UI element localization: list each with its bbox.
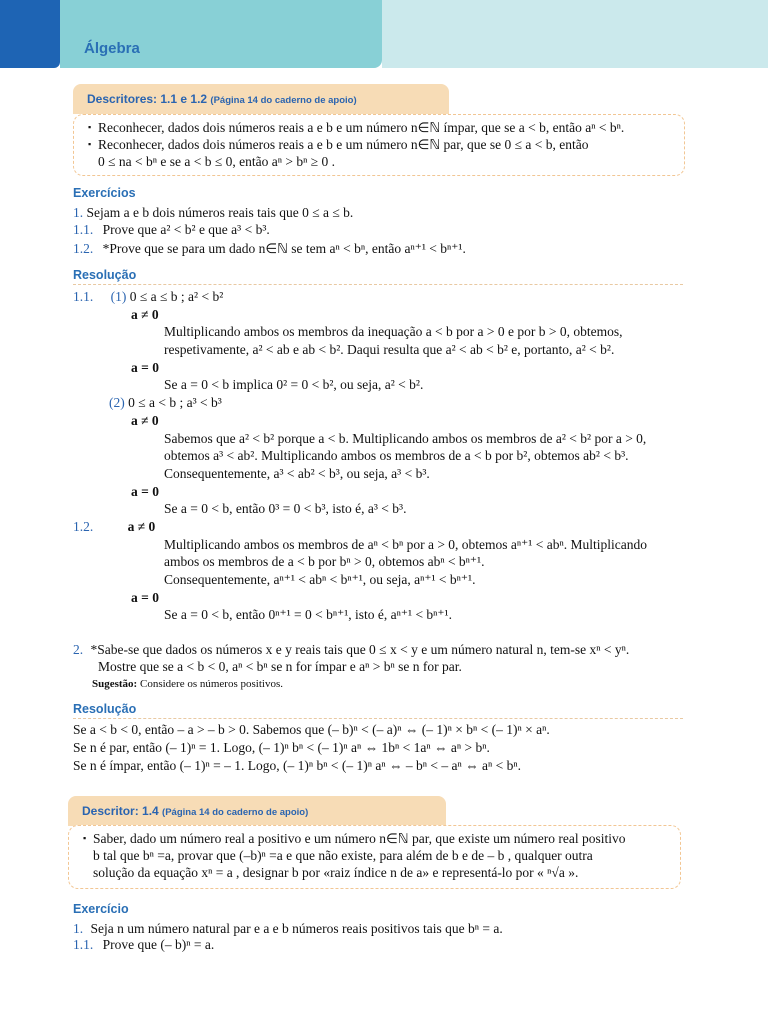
descritor-1-4-page-note: (Página 14 do caderno de apoio) [162,807,309,818]
res2-line-3: Se n é ímpar, então (– 1)ⁿ = – 1. Logo, (– 1)ⁿ bⁿ < (– 1)ⁿ aⁿ ⇔ – bⁿ < – aⁿ ⇔ aⁿ < bⁿ. [73,758,521,773]
suggestion-text: Considere os números positivos. [139,678,283,690]
res1-1-1-number: 1.1. [73,289,94,304]
res1-line-6: Se a = 0 < b implica 0² = 0 < b², ou seja, a² < b². [164,377,424,392]
exercise-1-1-text: Prove que a² < b² e que a³ < b³. [102,222,270,237]
exercise-2 [73,641,629,658]
resolucao-1-divider [73,284,683,285]
header-title-band [60,0,382,68]
resolucao-1-heading: Resolução [73,268,137,282]
resolucao-2-divider [73,718,683,719]
exercise-1-2-text: *Prove que se para um dado n∈ℕ se tem aⁿ < bⁿ, então aⁿ⁺¹ < bⁿ⁺¹. [102,241,466,256]
res1-line-2: a ≠ 0 [131,307,159,322]
exercicio-1-1-number: 1.1. [73,937,94,952]
res1-line-15: Multiplicando ambos os membros de aⁿ < bⁿ por a > 0, obtemos aⁿ⁺¹ < abⁿ. Multiplicando [164,537,647,552]
res1-line-11: Consequentemente, a³ < ab² < b³, ou seja, a³ < b³. [164,466,430,481]
descritores-label: Descritores: 1.1 e 1.2 [87,92,208,106]
descritores-page-note: (Página 14 do caderno de apoio) [210,95,357,106]
page-title: Álgebra [84,40,140,57]
res1-line-10: obtemos a³ < ab². Multiplicando ambos os membros de a < b por b², obtemos ab² < b³. [164,448,629,463]
exercise-1-2-number: 1.2. [73,241,94,256]
res1-line-5: a = 0 [131,360,159,375]
res1-line-16: ambos os membros de a < b por bⁿ > 0, obtemos abⁿ < bⁿ⁺¹. [164,554,485,569]
descritor-1-4-tab [68,796,446,826]
exercise-2-number: 2. [73,642,84,657]
exercise-2-text-2: Mostre que se a < b < 0, aⁿ < bⁿ se n for ímpar e aⁿ > bⁿ se n for par. [98,659,462,674]
exercise-1-1 [73,221,270,238]
res1-line-19: Se a = 0 < b, então 0ⁿ⁺¹ = 0 < bⁿ⁺¹, isto é, aⁿ⁺¹ < bⁿ⁺¹. [164,607,452,622]
descritor-1-4-label: Descritor: 1.4 [82,804,159,818]
res1-case-1: (1) [110,289,127,304]
res2-line-2: Se n é par, então (– 1)ⁿ = 1. Logo, (– 1)ⁿ bⁿ < (– 1)ⁿ aⁿ ⇔ 1bⁿ < 1aⁿ ⇔ aⁿ > bⁿ. [73,740,490,755]
res1-1-2-case: a ≠ 0 [127,519,156,534]
res1-case-1-text: 0 ≤ a ≤ b ; a² < b² [129,289,224,304]
exercicio-line-1 [73,920,503,937]
resolucao-2-heading: Resolução [73,702,137,716]
res1-line-18: a = 0 [131,590,159,605]
header-accent-block [0,0,60,68]
descritores-box [73,114,685,176]
header-light-band [382,0,768,68]
res1-line-13: Se a = 0 < b, então 0³ = 0 < b³, isto é, a³ < b³. [164,501,407,516]
descritor-1-4-box [68,825,681,889]
res1-line-3: Multiplicando ambos os membros da inequação a < b por a > 0 e por b > 0, obtemos, [164,324,623,339]
res1-line-4: respetivamente, a² < ab e ab < b². Daqui resulta que a² < ab < b² e, portanto, a² < b². [164,342,615,357]
res1-case-2: (2) [109,395,125,410]
res1-line-8: a ≠ 0 [131,413,159,428]
exercise-2-text-1: *Sabe-se que dados os números x e y reais tais que 0 ≤ x < y e um número natural n, tem-se xⁿ < yⁿ. [90,642,630,657]
exercise-1-2 [73,240,466,257]
res1-line-1 [73,288,223,305]
res1-case-2-text: 0 ≤ a < b ; a³ < b³ [128,395,222,410]
exercise-1-text: Sejam a e b dois números reais tais que 0 ≤ a ≤ b. [86,205,354,220]
exercicio-line-2 [73,936,214,953]
exercicio-1-number: 1. [73,921,84,936]
descritor-bullet-1: ▪ Reconhecer, dados dois números reais a e b e um número n∈ℕ ímpar, que se a < b, então aⁿ < bⁿ. [88,119,670,136]
res1-line-9: Sabemos que a² < b² porque a < b. Multiplicando ambos os membros de a² < b² por a > 0, [164,431,647,446]
exercise-1-1-number: 1.1. [73,222,94,237]
descritor-1-4-line-2: b tal que bⁿ =a, provar que (–b)ⁿ =a e que não existe, para além de b e de – b , qualquer outra [93,848,593,863]
res2-line-1: Se a < b < 0, então – a > – b > 0. Sabemos que (– b)ⁿ < (– a)ⁿ ⇔ (– 1)ⁿ × bⁿ < (– 1)ⁿ × aⁿ. [73,722,550,737]
suggestion-label: Sugestão: [92,678,138,690]
descritor-bullet-2-cont: 0 ≤ na < bⁿ e se a < b ≤ 0, então aⁿ > bⁿ ≥ 0 . [98,154,336,169]
exercise-1 [73,204,353,221]
exercicios-heading: Exercícios [73,186,136,200]
exercise-2-suggestion [92,676,283,693]
res1-line-14 [73,518,155,535]
exercicio-heading: Exercício [73,902,129,916]
res1-line-17: Consequentemente, aⁿ⁺¹ < abⁿ < bⁿ⁺¹, ou seja, aⁿ⁺¹ < bⁿ⁺¹. [164,572,476,587]
res1-line-12: a = 0 [131,484,159,499]
res1-line-7 [109,394,222,411]
descritor-1-4-line-1: ▪ Saber, dado um número real a positivo e um número n∈ℕ par, que existe um número real positivo [83,830,666,847]
descritor-bullet-2: ▪ Reconhecer, dados dois números reais a e b e um número n∈ℕ par, que se 0 ≤ a < b, então [88,136,670,153]
exercicio-1-1-text: Prove que (– b)ⁿ = a. [102,937,215,952]
descritor-1-4-line-3: solução da equação xⁿ = a , designar b por «raiz índice n de a» e representá-lo por « ⁿ√a ». [93,865,579,880]
descritores-tab [73,84,449,114]
exercise-1-number: 1. [73,205,84,220]
res1-1-2-number: 1.2. [73,519,94,534]
exercicio-1-text: Seja n um número natural par e a e b números reais positivos tais que bⁿ = a. [90,921,503,936]
